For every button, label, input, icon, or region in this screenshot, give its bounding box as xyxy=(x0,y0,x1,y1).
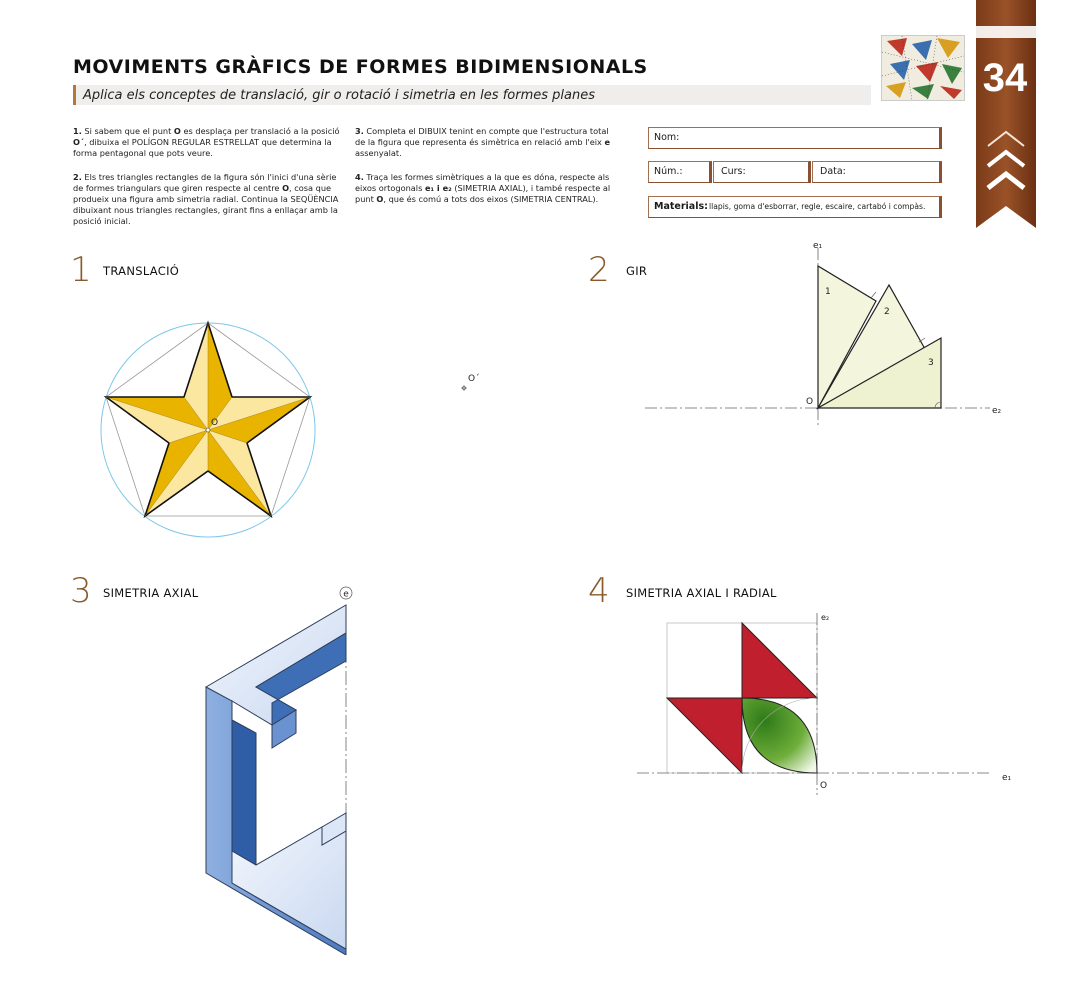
mosaic-thumbnail xyxy=(881,35,965,101)
number-label: Núm.: xyxy=(654,166,683,177)
unit-banner xyxy=(972,0,1037,228)
instruction-4: 4. Traça les formes simètriques a la que es dóna, respecte als eixos ortogonals e₁ i e₂ (SIMETRIA AXIAL), i també respecte al punt O, que és comú a tots dos eixos (SIMETRIA CENTRAL). xyxy=(355,172,611,204)
red-triangle-top xyxy=(742,623,817,698)
symmetry-axis-label: e xyxy=(343,589,349,600)
star-polygon xyxy=(106,323,310,516)
materials-value: llapis, goma d'esborrar, regle, escaire, cartabó i compàs. xyxy=(709,202,926,211)
section-2-number: 2 xyxy=(588,250,610,290)
instruction-3: 3. Completa el DIBUIX tenint en compte que l'estructura total de la figura que representa és simètrica en relació amb l'eix e assenyalat. xyxy=(355,126,611,158)
section-4-number: 4 xyxy=(588,571,610,611)
triangle-3-label: 3 xyxy=(928,358,934,368)
section-3-label: SIMETRIA AXIAL xyxy=(103,586,199,600)
section-1-label: TRANSLACIÓ xyxy=(103,264,180,278)
instruction-2: 2. Els tres triangles rectangles de la figura són l'inici d'una sèrie de formes triangulars que giren respecte al centre O, cosa que produeix una figura amb simetria radial. Continua la SEQÜÈNCIA dibuixant nous triangles rectangles, girant fins a enllaçar amb la posició inicial. xyxy=(73,172,339,226)
unit-number: 34 xyxy=(982,56,1028,100)
axis-e2-label: e₂ xyxy=(992,406,1002,416)
page-subtitle: Aplica els conceptes de translació, gir o rotació i simetria en les formes planes xyxy=(83,88,595,103)
axis-e2-label: e₂ xyxy=(821,613,830,622)
page-title: MOVIMENTS GRÀFICS DE FORMES BIDIMENSIONALS xyxy=(73,56,648,78)
axis-e1-label: e₁ xyxy=(1002,773,1012,783)
rotation-figure xyxy=(640,238,1010,428)
date-field[interactable] xyxy=(812,161,942,183)
name-label: Nom: xyxy=(654,132,680,143)
origin-label: O xyxy=(820,781,828,791)
section-1-number: 1 xyxy=(70,250,92,290)
name-field[interactable] xyxy=(648,127,942,149)
origin-label: O xyxy=(806,397,814,407)
isometric-shape xyxy=(206,605,346,955)
instruction-1: 1. Si sabem que el punt O es desplaça per translació a la posició O´, dibuixa el POLÍGON REGULAR ESTRELLAT que determina la forma pentagonal que pots veure. xyxy=(73,126,340,158)
course-label: Curs: xyxy=(721,166,746,177)
course-field[interactable] xyxy=(713,161,811,183)
red-triangle-left xyxy=(667,698,742,773)
materials-box xyxy=(648,196,942,218)
translated-point xyxy=(458,370,488,396)
date-label: Data: xyxy=(820,166,846,177)
translated-point-label: O´ xyxy=(468,374,480,384)
section-4-label: SIMETRIA AXIAL I RADIAL xyxy=(626,586,777,600)
materials-label: Materials: xyxy=(654,201,708,212)
star-center-label: O xyxy=(211,418,219,428)
section-2-label: GIR xyxy=(626,264,648,278)
green-leaf xyxy=(742,698,817,773)
radial-symmetry-figure xyxy=(632,605,1017,795)
triangle-1-label: 1 xyxy=(825,287,831,297)
number-field[interactable] xyxy=(648,161,712,183)
section-3-number: 3 xyxy=(70,571,92,611)
axis-e1-label: e₁ xyxy=(813,241,823,251)
star-figure xyxy=(95,315,325,545)
triangle-2-label: 2 xyxy=(884,307,890,317)
axial-symmetry-figure xyxy=(190,583,360,955)
